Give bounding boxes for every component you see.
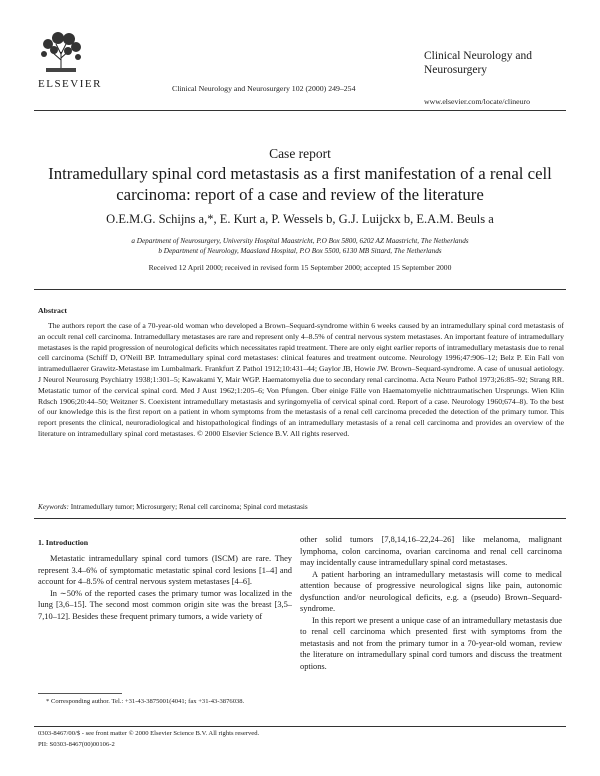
paragraph: other solid tumors [7,8,14,16–22,24–26] like melanoma, malignant lymphoma, colon carcinoma, ovarian carcinoma and renal cell carcinoma may incidentally cause intramedullary spinal cord metastases. bbox=[300, 535, 562, 567]
affiliation-b: b Department of Neurology, Maasland Hospital, P.O Box 5500, 6130 MB Sittard, The Netherlands bbox=[158, 247, 442, 255]
keywords bbox=[38, 503, 308, 511]
abstract-top-rule bbox=[34, 289, 566, 290]
corresponding-author-footnote: * Corresponding author. Tel.: +31-43-3875001(4041; fax +31-43-3876038. bbox=[46, 698, 245, 705]
article-dates: Received 12 April 2000; received in revised form 15 September 2000; accepted 15 September 2000 bbox=[148, 263, 452, 272]
paragraph: A patient harboring an intramedullary metastasis will come to medical attention because of progressive neurological signs like pain, autonomic dysfunction and/or neurological deficits, e.g. a (pseudo) Brown–Sequard-syndrome. bbox=[300, 569, 562, 613]
keywords-text: Intramedullary tumor; Microsurgery; Renal cell carcinoma; Spinal cord metastasis bbox=[70, 503, 308, 511]
pii-line: PII: S0303-8467(00)00106-2 bbox=[38, 741, 115, 748]
elsevier-tree-logo bbox=[38, 30, 84, 74]
journal-citation: Clinical Neurology and Neurosurgery 102 (2000) 249–254 bbox=[172, 84, 356, 93]
paragraph: Metastatic intramedullary spinal cord tumors (ISCM) are rare. They represent 3.4–6% of symptomatic metastatic spinal cord lesions [1–4] and account for 4–8.5% of central nervous system metastases [4–6]. bbox=[38, 554, 292, 586]
article-type: Case report bbox=[269, 146, 331, 161]
paragraph: In ∼50% of the reported cases the primary tumor was localized in the lung [3,6–15]. The second most common origin site was the breast [3,5–7,10–12]. Besides these frequent primary tumors, a wide variety of bbox=[38, 588, 292, 621]
abstract-bottom-rule bbox=[34, 518, 566, 519]
affiliation-a: a Department of Neurosurgery, University Hospital Maastricht, P.O Box 5800, 6202 AZ Maastricht, The Netherlands bbox=[131, 237, 469, 245]
article-title: Intramedullary spinal cord metastasis as a first manifestation of a renal cell carcinoma: report of a case and review of the literature bbox=[48, 164, 552, 204]
left-column bbox=[38, 553, 292, 622]
journal-url[interactable]: www.elsevier.com/locate/clineuro bbox=[424, 97, 531, 106]
paragraph: In this report we present a unique case of an intramedullary metastasis due to renal cell carcinoma which presented first with symptoms from the metastasis and not from the primary tumor in a 70-year-old woman, review the literature on intramedullary spinal cord tumors and discuss the treatment options. bbox=[300, 615, 562, 671]
section-heading-introduction: 1. Introduction bbox=[38, 538, 89, 547]
abstract-text: The authors report the case of a 70-year-old woman who developed a Brown–Sequard-syndrome within 6 weeks caused by an intramedullary spinal cord metastasis of an occult renal cell carcinoma. Intramedullary metastases are rare and represent only 4–8.5% of central nervous system metastases. An important feature of intramedullary metastases is the rapid progression of neurological deficits which necessitates rapid treatment. There are only eight earlier reports of intramedullary metastasis due to renal cell carcinoma (Schiff D, O'Neill BP. Intramedullary spinal cord metastases: clinical features and treatment outcome. Neurology 1996;47:906–12; Belz P. Ein Fall von intramedullaerer Grawitz-Metastase im Lumbalmark. Frankfurt Z Pathol 1912;10:431–44; Gaylor JB, Howie JW. Brown–Sequard-syndrome. A case of unusual aetiology. J Neurol Neurosurg Psychiatry 1938;1:301–5; Kawakami Y, Mair WGP. Haematomyelia due to secondary renal carcinoma. Acta Neuro Pathol 1973;26:85–92; Strang RR. Metastatic tumor of the cervical spinal cord. Med J Aust 1962;1:205–6; Von Pfungen. Über einige Fälle von Haematomyelie nichttraumatischen Ursprungs. Wien Klin Rdsch 1906;20:44–50; Weitzner S. Coexistent intramedullary metastasis and syringomyelia of cervical spinal cord. Report of a case. Neurology 1960;674–8). To the best of our knowledge this is the first report on a patient in whom symptoms from the metastasis of a renal cell carcinoma preceded the detection of the primary tumor. This report presents the clinical, neuroradiological and histopathological findings of an intramedullary metastasis of a renal cell carcinoma and provides an overview of the literature on intramedullary spinal cord metastases. © 2000 Elsevier Science B.V. All rights reserved. bbox=[38, 321, 564, 438]
header-rule bbox=[34, 110, 566, 111]
abstract-heading: Abstract bbox=[38, 306, 68, 315]
right-column bbox=[300, 534, 562, 672]
journal-name: Clinical Neurology and Neurosurgery bbox=[424, 50, 532, 76]
author-list: O.E.M.G. Schijns a,*, E. Kurt a, P. Wessels b, G.J. Luijckx b, E.A.M. Beuls a bbox=[106, 212, 494, 226]
copyright-line: 0303-8467/00/$ - see front matter © 2000 Elsevier Science B.V. All rights reserved. bbox=[38, 730, 260, 737]
publisher-name: ELSEVIER bbox=[38, 78, 102, 90]
keywords-label: Keywords: bbox=[38, 503, 69, 511]
footer-rule bbox=[34, 726, 566, 727]
footnote-rule bbox=[38, 693, 122, 694]
